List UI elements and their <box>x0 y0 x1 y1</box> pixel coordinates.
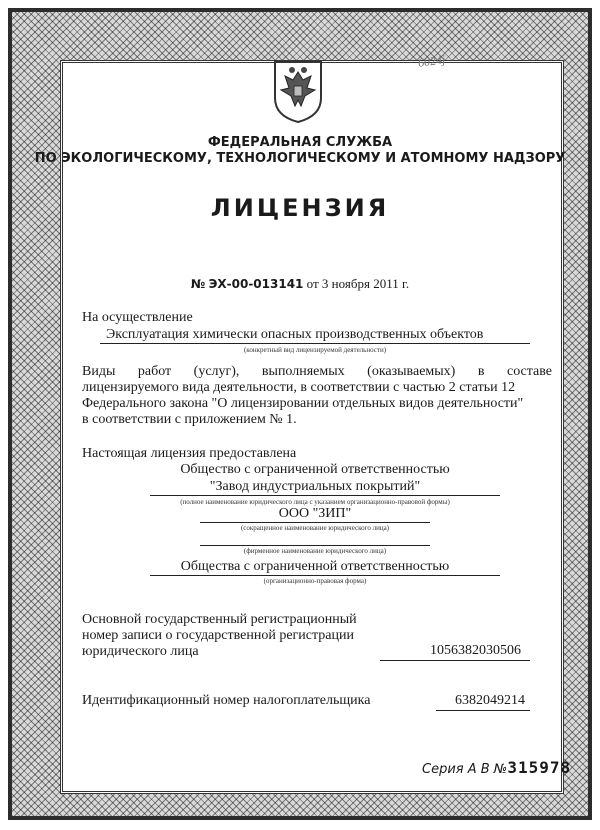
handwritten-note: 6024j <box>417 52 447 70</box>
activity-caption: (конкретный вид лицензируемой деятельности) <box>243 346 387 354</box>
short-name-caption: (сокращенное наименование юридического лица) <box>240 524 390 532</box>
brand-name-caption: (фирменное наименование юридического лица) <box>243 547 387 555</box>
works-line-2: лицензируемого вида деятельности, в соответствии с частью 2 статьи 12 <box>82 380 516 395</box>
legal-form-caption: (организационно-правовая форма) <box>263 577 367 585</box>
series-number <box>422 758 571 777</box>
license-number-line <box>0 276 600 292</box>
short-name: ООО "ЗИП" <box>278 506 352 521</box>
ogrn-label-line-2: номер записи о государственной регистрации <box>82 628 354 643</box>
activity-label: На осуществление <box>82 310 193 325</box>
full-name-line-2: "Завод индустриальных покрытий" <box>209 479 421 494</box>
ogrn-label-line-1: Основной государственный регистрационный <box>82 612 357 627</box>
ogrn-value: 1056382030506 <box>430 643 521 658</box>
works-line-1: Виды работ (услуг), выполняемых (оказываемых) в составе <box>82 364 552 379</box>
legal-form-underline <box>150 575 500 576</box>
ogrn-underline <box>380 660 530 661</box>
inn-label: Идентификационный номер налогоплательщика <box>82 693 371 708</box>
series-digits: 315978 <box>507 758 572 777</box>
works-line-4: в соответствии с приложением № 1. <box>82 412 297 427</box>
activity-underline <box>100 343 530 344</box>
short-name-underline <box>200 522 430 523</box>
license-number: ЭХ-00-013141 <box>208 277 304 291</box>
inn-value: 6382049214 <box>455 693 525 708</box>
coat-of-arms-emblem <box>269 58 327 124</box>
full-name-caption: (полное наименование юридического лица с указанием организационно-правовой формы) <box>180 498 450 506</box>
agency-name <box>0 135 600 167</box>
number-sign: № <box>190 277 206 291</box>
brand-name-underline <box>200 545 430 546</box>
activity-value: Эксплуатация химически опасных производственных объектов <box>106 327 484 342</box>
agency-line-1: ФЕДЕРАЛЬНАЯ СЛУЖБА <box>207 135 393 150</box>
full-name-line-1: Общество с ограниченной ответственностью <box>180 462 450 477</box>
ogrn-label-line-3: юридического лица <box>82 644 199 659</box>
agency-line-2: ПО ЭКОЛОГИЧЕСКОМУ, ТЕХНОЛОГИЧЕСКОМУ И АТОМНОМУ НАДЗОРУ <box>34 151 566 166</box>
document-title: ЛИЦЕНЗИЯ <box>210 194 390 222</box>
legal-form: Общества с ограниченной ответственностью <box>180 559 450 574</box>
granted-label: Настоящая лицензия предоставлена <box>82 446 297 461</box>
license-date: от 3 ноября 2011 г. <box>306 276 410 291</box>
series-label: Серия А В № <box>422 762 508 777</box>
works-line-3: Федерального закона "О лицензировании отдельных видов деятельности" <box>82 396 524 411</box>
inn-underline <box>436 710 530 711</box>
works-paragraph <box>82 364 552 428</box>
full-name-underline <box>150 495 500 496</box>
